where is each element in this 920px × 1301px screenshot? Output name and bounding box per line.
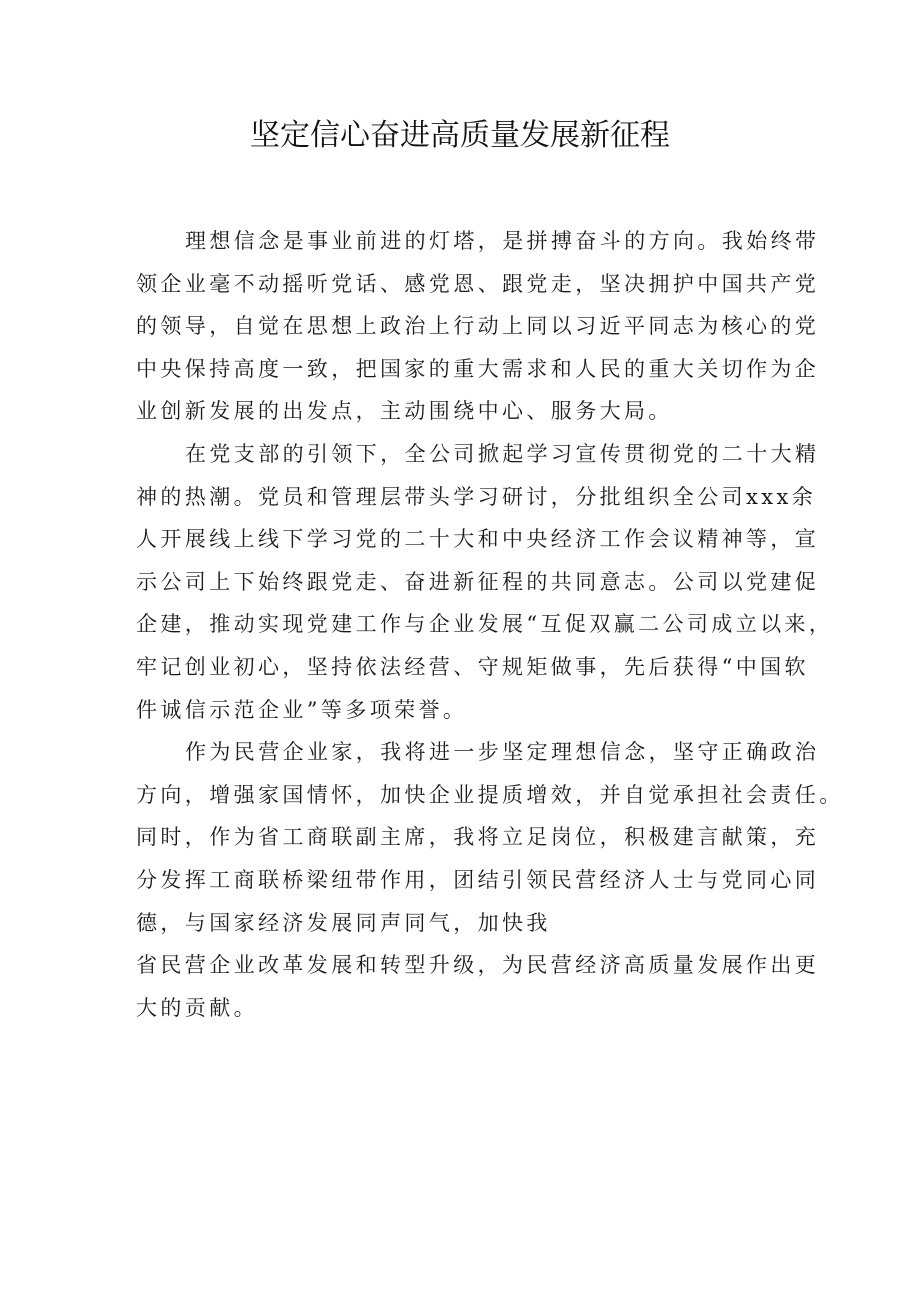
paragraph-3-line-6: 省民营企业改革发展和转型升级，为民营经济高质量发展作出更 <box>136 953 820 978</box>
paragraph-3-line-1: 作为民营企业家，我将进一步坚定理想信念，坚守正确政治 <box>185 740 820 765</box>
paragraph-2-line-2: 神的热潮。党员和管理层带头学习研讨，分批组织全公司xxx余 <box>136 484 817 509</box>
paragraph-1-line-2: 领企业毫不动摇听党话、感党恩、跟党走，坚决拥护中国共产党 <box>136 271 820 296</box>
paragraph-1-line-4: 中央保持高度一致，把国家的重大需求和人民的重大关切作为企 <box>136 356 820 381</box>
paragraph-2-line-1: 在党支部的引领下，全公司掀起学习宣传贯彻党的二十大精 <box>185 441 820 466</box>
document-title: 坚定信心奋进高质量发展新征程 <box>250 118 670 153</box>
paragraph-3-line-4: 分发挥工商联桥梁纽带作用，团结引领民营经济人士与党同心同 <box>136 867 820 892</box>
paragraph-1-line-1: 理想信念是事业前进的灯塔，是拼搏奋斗的方向。我始终带 <box>185 229 820 253</box>
paragraph-3-line-3: 同时，作为省工商联副主席，我将立足岗位，积极建言献策，充 <box>136 825 820 850</box>
paragraph-3-line-5: 德，与国家经济发展同声同气，加快我 <box>136 910 551 935</box>
paragraph-1-line-3: 的领导，自觉在思想上政治上行动上同以习近平同志为核心的党 <box>136 314 820 339</box>
paragraph-2-line-3: 人开展线上线下学习党的二十大和中央经济工作会议精神等，宣 <box>136 527 820 552</box>
paragraph-3-line-7: 大的贡献。 <box>136 995 258 1020</box>
paragraph-2-line-4: 示公司上下始终跟党走、奋进新征程的共同意志。公司以党建促 <box>136 569 820 594</box>
paragraph-3-line-2: 方向，增强家国情怀，加快企业提质增效，并自觉承担社会责任。 <box>136 782 844 807</box>
paragraph-2-line-6: 牢记创业初心，坚持依法经营、守规矩做事，先后获得“中国软 <box>136 654 809 679</box>
paragraph-2-line-7: 件诚信示范企业”等多项荣誉。 <box>136 697 468 722</box>
document-body <box>136 220 844 1029</box>
paragraph-1-line-5: 业创新发展的出发点，主动围绕中心、服务大局。 <box>136 399 673 424</box>
paragraph-2-line-5: 企建，推动实现党建工作与企业发展“互促双赢二公司成立以来， <box>136 612 834 637</box>
